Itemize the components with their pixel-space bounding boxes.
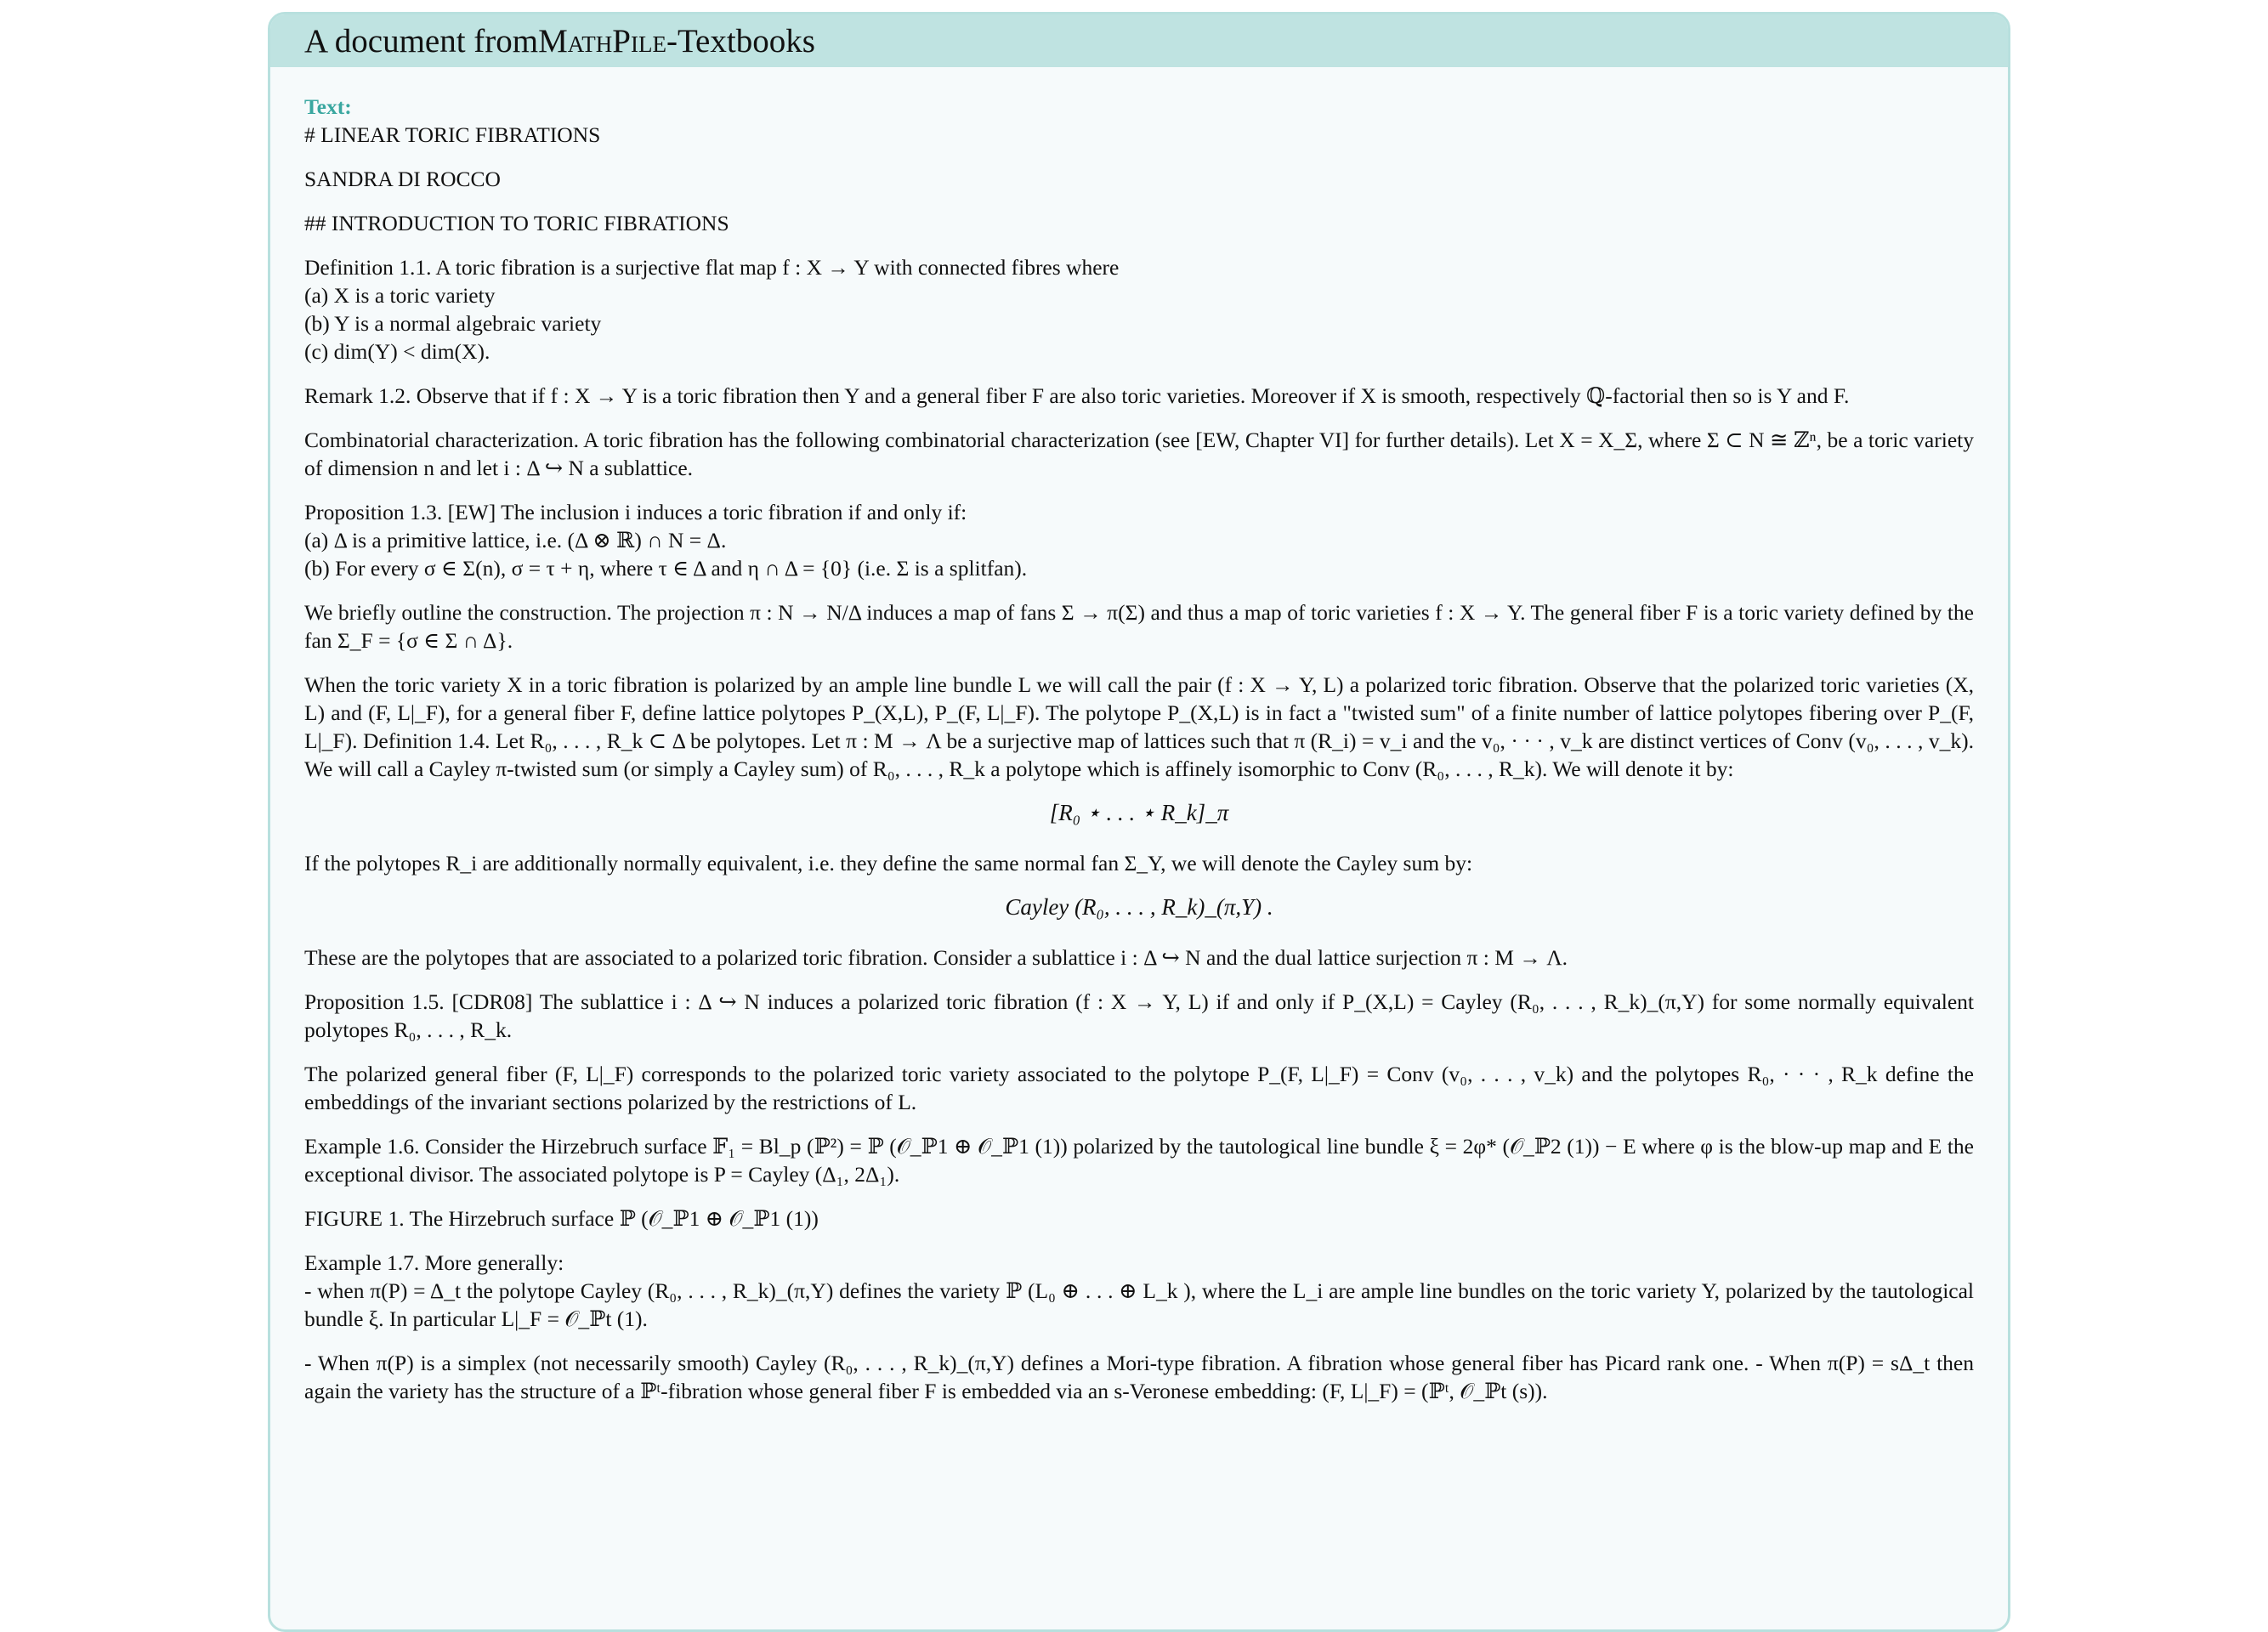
text-label: Text: bbox=[304, 94, 352, 119]
general-fiber-paragraph: The polarized general fiber (F, L|_F) corresponds to the polarized toric variety associated to the polytope P_(F, L|_F) = Conv (v₀, . . . , v_k) and the polytopes R₀, · · · , R_k define the embeddings of the invariant sections polarized by the restrictions of L. bbox=[304, 1062, 1974, 1114]
doc-author: SANDRA DI ROCCO bbox=[304, 167, 501, 191]
definition-line: (a) X is a toric variety bbox=[304, 283, 496, 308]
display-equation-cayley-sum: Cayley (R₀, . . . , R_k)_(π,Y) . bbox=[1005, 894, 1273, 920]
doc-title: # LINEAR TORIC FIBRATIONS bbox=[304, 122, 601, 147]
definition-1-1 bbox=[304, 253, 1974, 366]
remark-1-2: Remark 1.2. Observe that if f : X → Y is a toric fibration then Y and a general fiber F are also toric varieties. Moreover if X is smooth, respectively ℚ-factorial then so is Y and F. bbox=[304, 383, 1850, 408]
proposition-line: (a) Δ is a primitive lattice, i.e. (Δ ⊗ ℝ) ∩ N = Δ. bbox=[304, 528, 727, 552]
polarized-paragraph: When the toric variety X in a toric fibration is polarized by an ample line bundle L we will call the pair (f : X → Y, L) a polarized toric fibration. Observe that the polarized toric varieties (X, L) and (F, L|_F), for a general fiber F, define lattice polytopes P_(X,L), P_(F, L|_F). The polytope P_(X,L) is in fact a "twisted sum" of a finite number of lattice polytopes fibering over P_(F, L|_F). Definition 1.4. Let R₀, . . . , R_k ⊂ Δ be polytopes. Let π : M → Λ be a surjective map of lattices such that π (R_i) = v_i and the v₀, · · · , v_k are distinct vertices of Conv (v₀, . . . , v_k). We will call a Cayley π-twisted sum (or simply a Cayley sum) of R₀, . . . , R_k a polytope which is affinely isomorphic to Conv (R₀, . . . , R_k). We will denote it by: bbox=[304, 672, 1974, 781]
normal-equivalence-paragraph: If the polytopes R_i are additionally normally equivalent, i.e. they define the same normal fan Σ_Y, we will denote the Cayley sum by: bbox=[304, 851, 1473, 876]
outline-paragraph: We briefly outline the construction. The projection π : N → N/Δ induces a map of fans Σ → π(Σ) and thus a map of toric varieties f : X → Y. The general fiber F is a toric variety defined by the fan Σ_F = {σ ∈ Σ ∩ Δ}. bbox=[304, 600, 1974, 653]
definition-line: (b) Y is a normal algebraic variety bbox=[304, 311, 602, 336]
header-prefix: A document from bbox=[304, 22, 539, 60]
proposition-1-5: Proposition 1.5. [CDR08] The sublattice i : Δ ↪ N induces a polarized toric fibration (f : X → Y, L) if and only if P_(X,L) = Cayley (R₀, . . . , R_k)_(π,Y) for some normally equivalent polytopes R₀, . . . , R_k. bbox=[304, 989, 1974, 1042]
document-card bbox=[268, 12, 2010, 1632]
document-body bbox=[270, 67, 2008, 1405]
card-header bbox=[270, 14, 2008, 67]
example-bullet: - When π(P) is a simplex (not necessarily smooth) Cayley (R₀, . . . , R_k)_(π,Y) defines a Mori-type fibration. A fibration whose general fiber has Picard rank one. - When π(P) = sΔ_t then again the variety has the structure of a ℙᵗ-fibration whose general fiber F is embedded via an s-Veronese embedding: (F, L|_F) = (ℙᵗ, 𝒪_ℙt (s)). bbox=[304, 1351, 1974, 1403]
associated-polytopes-paragraph: These are the polytopes that are associated to a polarized toric fibration. Consider a sublattice i : Δ ↪ N and the dual lattice surjection π : M → Λ. bbox=[304, 945, 1568, 970]
proposition-1-3 bbox=[304, 498, 1974, 582]
example-1-7: Example 1.7. More generally: bbox=[304, 1250, 564, 1275]
definition-line: Definition 1.1. A toric fibration is a surjective flat map f : X → Y with connected fibres where bbox=[304, 255, 1120, 280]
header-brand: MathPile bbox=[538, 22, 666, 60]
header-suffix: -Textbooks bbox=[666, 22, 815, 60]
definition-line: (c) dim(Y) < dim(X). bbox=[304, 339, 490, 364]
combinatorial-paragraph: Combinatorial characterization. A toric fibration has the following combinatorial characterization (see [EW, Chapter VI] for further details). Let X = X_Σ, where Σ ⊂ N ≅ ℤⁿ, be a toric variety of dimension n and let i : Δ ↪ N a sublattice. bbox=[304, 428, 1974, 480]
proposition-line: (b) For every σ ∈ Σ(n), σ = τ + η, where τ ∈ Δ and η ∩ Δ = {0} (i.e. Σ is a splitfan). bbox=[304, 556, 1028, 581]
example-1-6: Example 1.6. Consider the Hirzebruch surface 𝔽₁ = Bl_p (ℙ²) = ℙ (𝒪_ℙ1 ⊕ 𝒪_ℙ1 (1)) polarized by the tautological line bundle ξ = 2φ* (𝒪_ℙ2 (1)) − E where φ is the blow-up map and E the exceptional divisor. The associated polytope is P = Cayley (Δ₁, 2Δ₁). bbox=[304, 1134, 1974, 1187]
doc-section-heading: ## INTRODUCTION TO TORIC FIBRATIONS bbox=[304, 211, 729, 235]
figure-1-caption: FIGURE 1. The Hirzebruch surface ℙ (𝒪_ℙ1 ⊕ 𝒪_ℙ1 (1)) bbox=[304, 1206, 819, 1231]
proposition-line: Proposition 1.3. [EW] The inclusion i induces a toric fibration if and only if: bbox=[304, 500, 967, 524]
display-equation-cayley-twisted: [R₀ ⋆ . . . ⋆ R_k]_π bbox=[1049, 800, 1229, 825]
example-bullet: - when π(P) = Δ_t the polytope Cayley (R₀, . . . , R_k)_(π,Y) defines the variety ℙ (L₀ ⊕ . . . ⊕ L_k ), where the L_i are ample line bundles on the toric variety Y, polarized by the tautological bundle ξ. In particular L|_F = 𝒪_ℙt (1). bbox=[304, 1278, 1974, 1331]
